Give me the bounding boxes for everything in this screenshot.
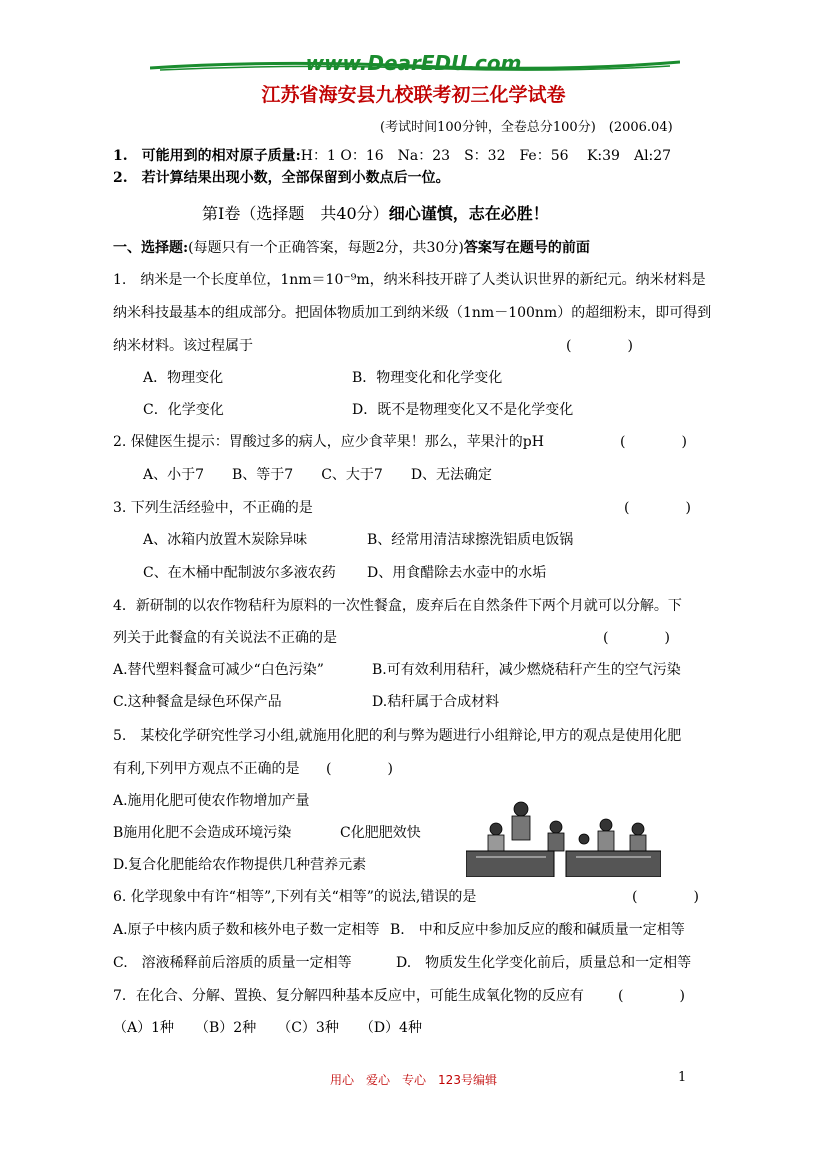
debate-illustration	[466, 795, 661, 877]
choice-section-label: 一、选择题:	[113, 240, 189, 256]
note-rounding: 2. 若计算结果出现小数，全部保留到小数点后一位。	[113, 170, 450, 186]
q3-option-b: B、经常用清洁球擦洗铝质电饭锅	[367, 532, 574, 548]
q7-answer-bracket[interactable]: ( )	[618, 988, 685, 1004]
q6-text: 6. 化学现象中有许“相等”,下列有关“相等”的说法,错误的是	[113, 889, 477, 905]
q1-line1: 1. 纳米是一个长度单位，1nm＝10⁻⁹m，纳米科技开辟了人类认识世界的新纪元。纳米材料是	[113, 272, 706, 288]
footer-text: 用心 爱心 专心 123号编辑	[330, 1073, 497, 1087]
q4-answer-bracket[interactable]: ( )	[603, 630, 670, 646]
q5-option-c: C化肥肥效快	[340, 825, 421, 841]
q1-answer-bracket[interactable]: ( )	[566, 338, 633, 354]
q3-option-a: A、冰箱内放置木炭除异味	[143, 532, 308, 548]
q4-option-c: C.这种餐盒是绿色环保产品	[113, 694, 282, 710]
page-title: 江苏省海安县九校联考初三化学试卷	[261, 84, 566, 106]
q6-option-b: B. 中和反应中参加反应的酸和碱质量一定相等	[390, 922, 685, 938]
q1-option-d: D．既不是物理变化又不是化学变化	[352, 402, 574, 418]
q3-answer-bracket[interactable]: ( )	[624, 500, 691, 516]
part-title: 第Ⅰ卷（选择题 共40分）	[202, 204, 389, 223]
q6-answer-bracket[interactable]: ( )	[632, 889, 699, 905]
q4-option-d: D.秸秆属于合成材料	[372, 694, 500, 710]
exam-info: (考试时间100分钟，全卷总分100分) (2006.04)	[380, 120, 673, 135]
q5-option-b: B施用化肥不会造成环境污染	[113, 825, 292, 841]
q6-option-d: D. 物质发生化学变化前后，质量总和一定相等	[396, 955, 692, 971]
choice-section-instruction: (每题只有一个正确答案，每题2分，共30分)	[188, 240, 464, 256]
choice-section-note: 答案写在题号的前面	[463, 240, 590, 256]
q1-option-c: C．化学变化	[143, 402, 224, 418]
q2-answer-bracket[interactable]: ( )	[620, 434, 687, 450]
q4-line2: 列关于此餐盒的有关说法不正确的是	[113, 630, 337, 646]
q6-option-a: A.原子中核内质子数和核外电子数一定相等	[113, 922, 380, 938]
q1-option-a: A．物理变化	[143, 370, 224, 386]
site-watermark: www.DearEDU.com	[305, 51, 522, 75]
choice-section-header	[113, 238, 590, 258]
q7-options: （A）1种 （B）2种 （C）3种 （D）4种	[113, 1020, 422, 1036]
q4-option-b: B.可有效利用秸秆，减少燃烧秸秆产生的空气污染	[372, 662, 681, 678]
q5-option-d: D.复合化肥能给农作物提供几种营养元素	[113, 857, 367, 873]
q3-option-c: C、在木桶中配制波尔多液农药	[143, 565, 336, 581]
q5-answer-bracket[interactable]: ( )	[326, 761, 393, 777]
q1-line3: 纳米材料。该过程属于	[113, 338, 253, 354]
q1-option-b: B．物理变化和化学变化	[352, 370, 503, 386]
note-1-label: 1. 可能用到的相对原子质量:	[113, 148, 301, 164]
q1-line2: 纳米科技最基本的组成部分。把固体物质加工到纳米级（1nm－100nm）的超细粉末，即可得到	[113, 305, 712, 321]
q2-options: A、小于7 B、等于7 C、大于7 D、无法确定	[143, 467, 493, 483]
q7-text: 7．在化合、分解、置换、复分解四种基本反应中，可能生成氧化物的反应有	[113, 988, 584, 1004]
note-1-values: H：1 O：16 Na：23 S：32 Fe：56 K:39 Al:27	[300, 148, 672, 164]
section-header	[202, 201, 549, 224]
q2-text: 2. 保健医生提示：胃酸过多的病人，应少食苹果！那么，苹果汁的pH	[113, 434, 544, 450]
q5-line2: 有利,下列甲方观点不正确的是	[113, 761, 300, 777]
q3-text: 3. 下列生活经验中，不正确的是	[113, 500, 313, 516]
q4-line1: 4．新研制的以农作物秸秆为原料的一次性餐盒，废弃后在自然条件下两个月就可以分解。下	[113, 598, 682, 614]
q5-option-a: A.施用化肥可使农作物增加产量	[113, 793, 310, 809]
q4-option-a: A.替代塑料餐盒可减少“白色污染”	[113, 662, 324, 678]
q3-option-d: D、用食醋除去水壶中的水垢	[367, 565, 547, 581]
q5-line1: 5. 某校化学研究性学习小组,就施用化肥的利与弊为题进行小组辩论,甲方的观点是使用化肥	[113, 728, 682, 744]
motto: 细心谨慎，志在必胜！	[388, 204, 549, 223]
note-atomic-masses	[113, 146, 671, 166]
page-number: 1	[678, 1070, 687, 1085]
q6-option-c: C. 溶液稀释前后溶质的质量一定相等	[113, 955, 352, 971]
